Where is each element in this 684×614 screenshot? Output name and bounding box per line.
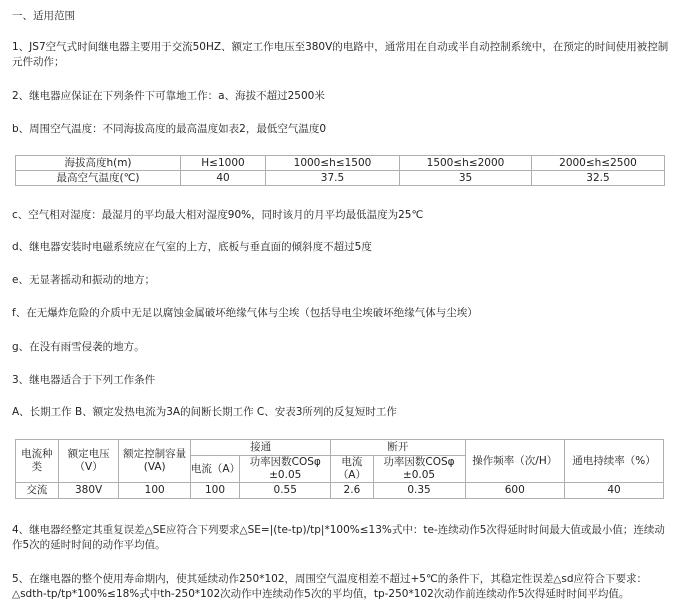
table-header-cell: 电流种类 [16, 440, 59, 483]
paragraph-4: c、空气相对湿度：最湿月的平均最大相对湿度90%，同时该月的月平均最低温度为25℃ [12, 209, 424, 221]
table-cell: 100 [190, 483, 239, 499]
paragraph-5: d、继电器安装时电磁系统应在气室的上方，底板与垂直面的倾斜度不超过5度 [12, 241, 372, 253]
table-header-cell: 功率因数COSφ ±0.05 [240, 456, 331, 483]
paragraph-6: e、无显著摇动和振动的地方； [12, 274, 155, 286]
table-cell: 0.55 [240, 483, 331, 499]
table-cell: 100 [119, 483, 190, 499]
table-cell: 1000≤h≤1500 [266, 156, 400, 171]
table-row [16, 483, 664, 499]
paragraph-9: 3、继电器适合于下列工作条件 [12, 374, 156, 386]
table-cell: 37.5 [266, 171, 400, 186]
table-cell: 0.35 [373, 483, 465, 499]
paragraph-7: f、在无爆炸危险的介质中无足以腐蚀金属破坏绝缘气体与尘埃（包括导电尘埃破坏绝缘气体与尘埃） [12, 307, 478, 319]
table-cell: 1500≤h≤2000 [400, 156, 532, 171]
paragraph-10: A、长期工作 B、额定发热电流为3A的间断长期工作 C、安表3所列的反复短时工作 [12, 406, 397, 418]
table-cell: 交流 [16, 483, 59, 499]
section-heading: 一、适用范围 [12, 10, 75, 22]
table-header-cell: 断开 [331, 440, 465, 456]
table-cell: H≤1000 [181, 156, 266, 171]
paragraph-11: 4、继电器经整定其重复误差△SE应符合下列要求△SE=|(te-tp)/tp|*100%≤13%式中：te-连续动作5次得延时时间最大值或最小值；连续动作5次的延时时间的动作平均值。 [12, 524, 665, 551]
table-row [16, 440, 664, 456]
table-header-cell: 接通 [190, 440, 330, 456]
table-cell: 2.6 [331, 483, 373, 499]
table-header-cell: 功率因数COSφ ±0.05 [373, 456, 465, 483]
table-cell: 380V [58, 483, 119, 499]
paragraph-12: 5、在继电器的整个使用寿命期内，使其延续动作250*102，周围空气温度相差不超过+5℃的条件下，其稳定性误差△sd应符合下要求：△sdth-tp/tp*100%≤18%式中th-250*102次动作中连续动作5次的平均值，tp-250*102次动作前连续动作5次得延时时间平均值。 [12, 573, 647, 600]
table-header-cell: 电流（A） [190, 456, 239, 483]
table-cell: 2000≤h≤2500 [532, 156, 665, 171]
altitude-temperature-table [15, 155, 665, 186]
table-header-cell: 电流（A） [331, 456, 373, 483]
table-header-cell: 额定控制容量(VA) [119, 440, 190, 483]
table-cell: 35 [400, 171, 532, 186]
table-header-cell: 通电持续率（%） [565, 440, 664, 483]
table-cell: 40 [565, 483, 664, 499]
operating-conditions-table [15, 439, 664, 499]
table-cell: 最高空气温度(℃) [16, 171, 181, 186]
table-cell: 32.5 [532, 171, 665, 186]
table-cell: 40 [181, 171, 266, 186]
paragraph-8: g、在没有雨雪侵袭的地方。 [12, 341, 145, 353]
table-row [16, 156, 665, 171]
table-row [16, 171, 665, 186]
paragraph-1: 1、JS7空气式时间继电器主要用于交流50HZ、额定工作电压至380V的电路中，通常用在自动或半自动控制系统中，在预定的时间使用被控制元件动作； [12, 41, 669, 68]
table-header-cell: 操作频率（次/H） [465, 440, 564, 483]
table-cell: 海拔高度h(m) [16, 156, 181, 171]
table-cell: 600 [465, 483, 564, 499]
paragraph-2: 2、继电器应保证在下列条件下可靠地工作：a、海拔不超过2500米 [12, 90, 325, 102]
paragraph-3: b、周围空气温度：不同海拔高度的最高温度如表2，最低空气温度0 [12, 123, 327, 135]
table-header-cell: 额定电压（V） [58, 440, 119, 483]
